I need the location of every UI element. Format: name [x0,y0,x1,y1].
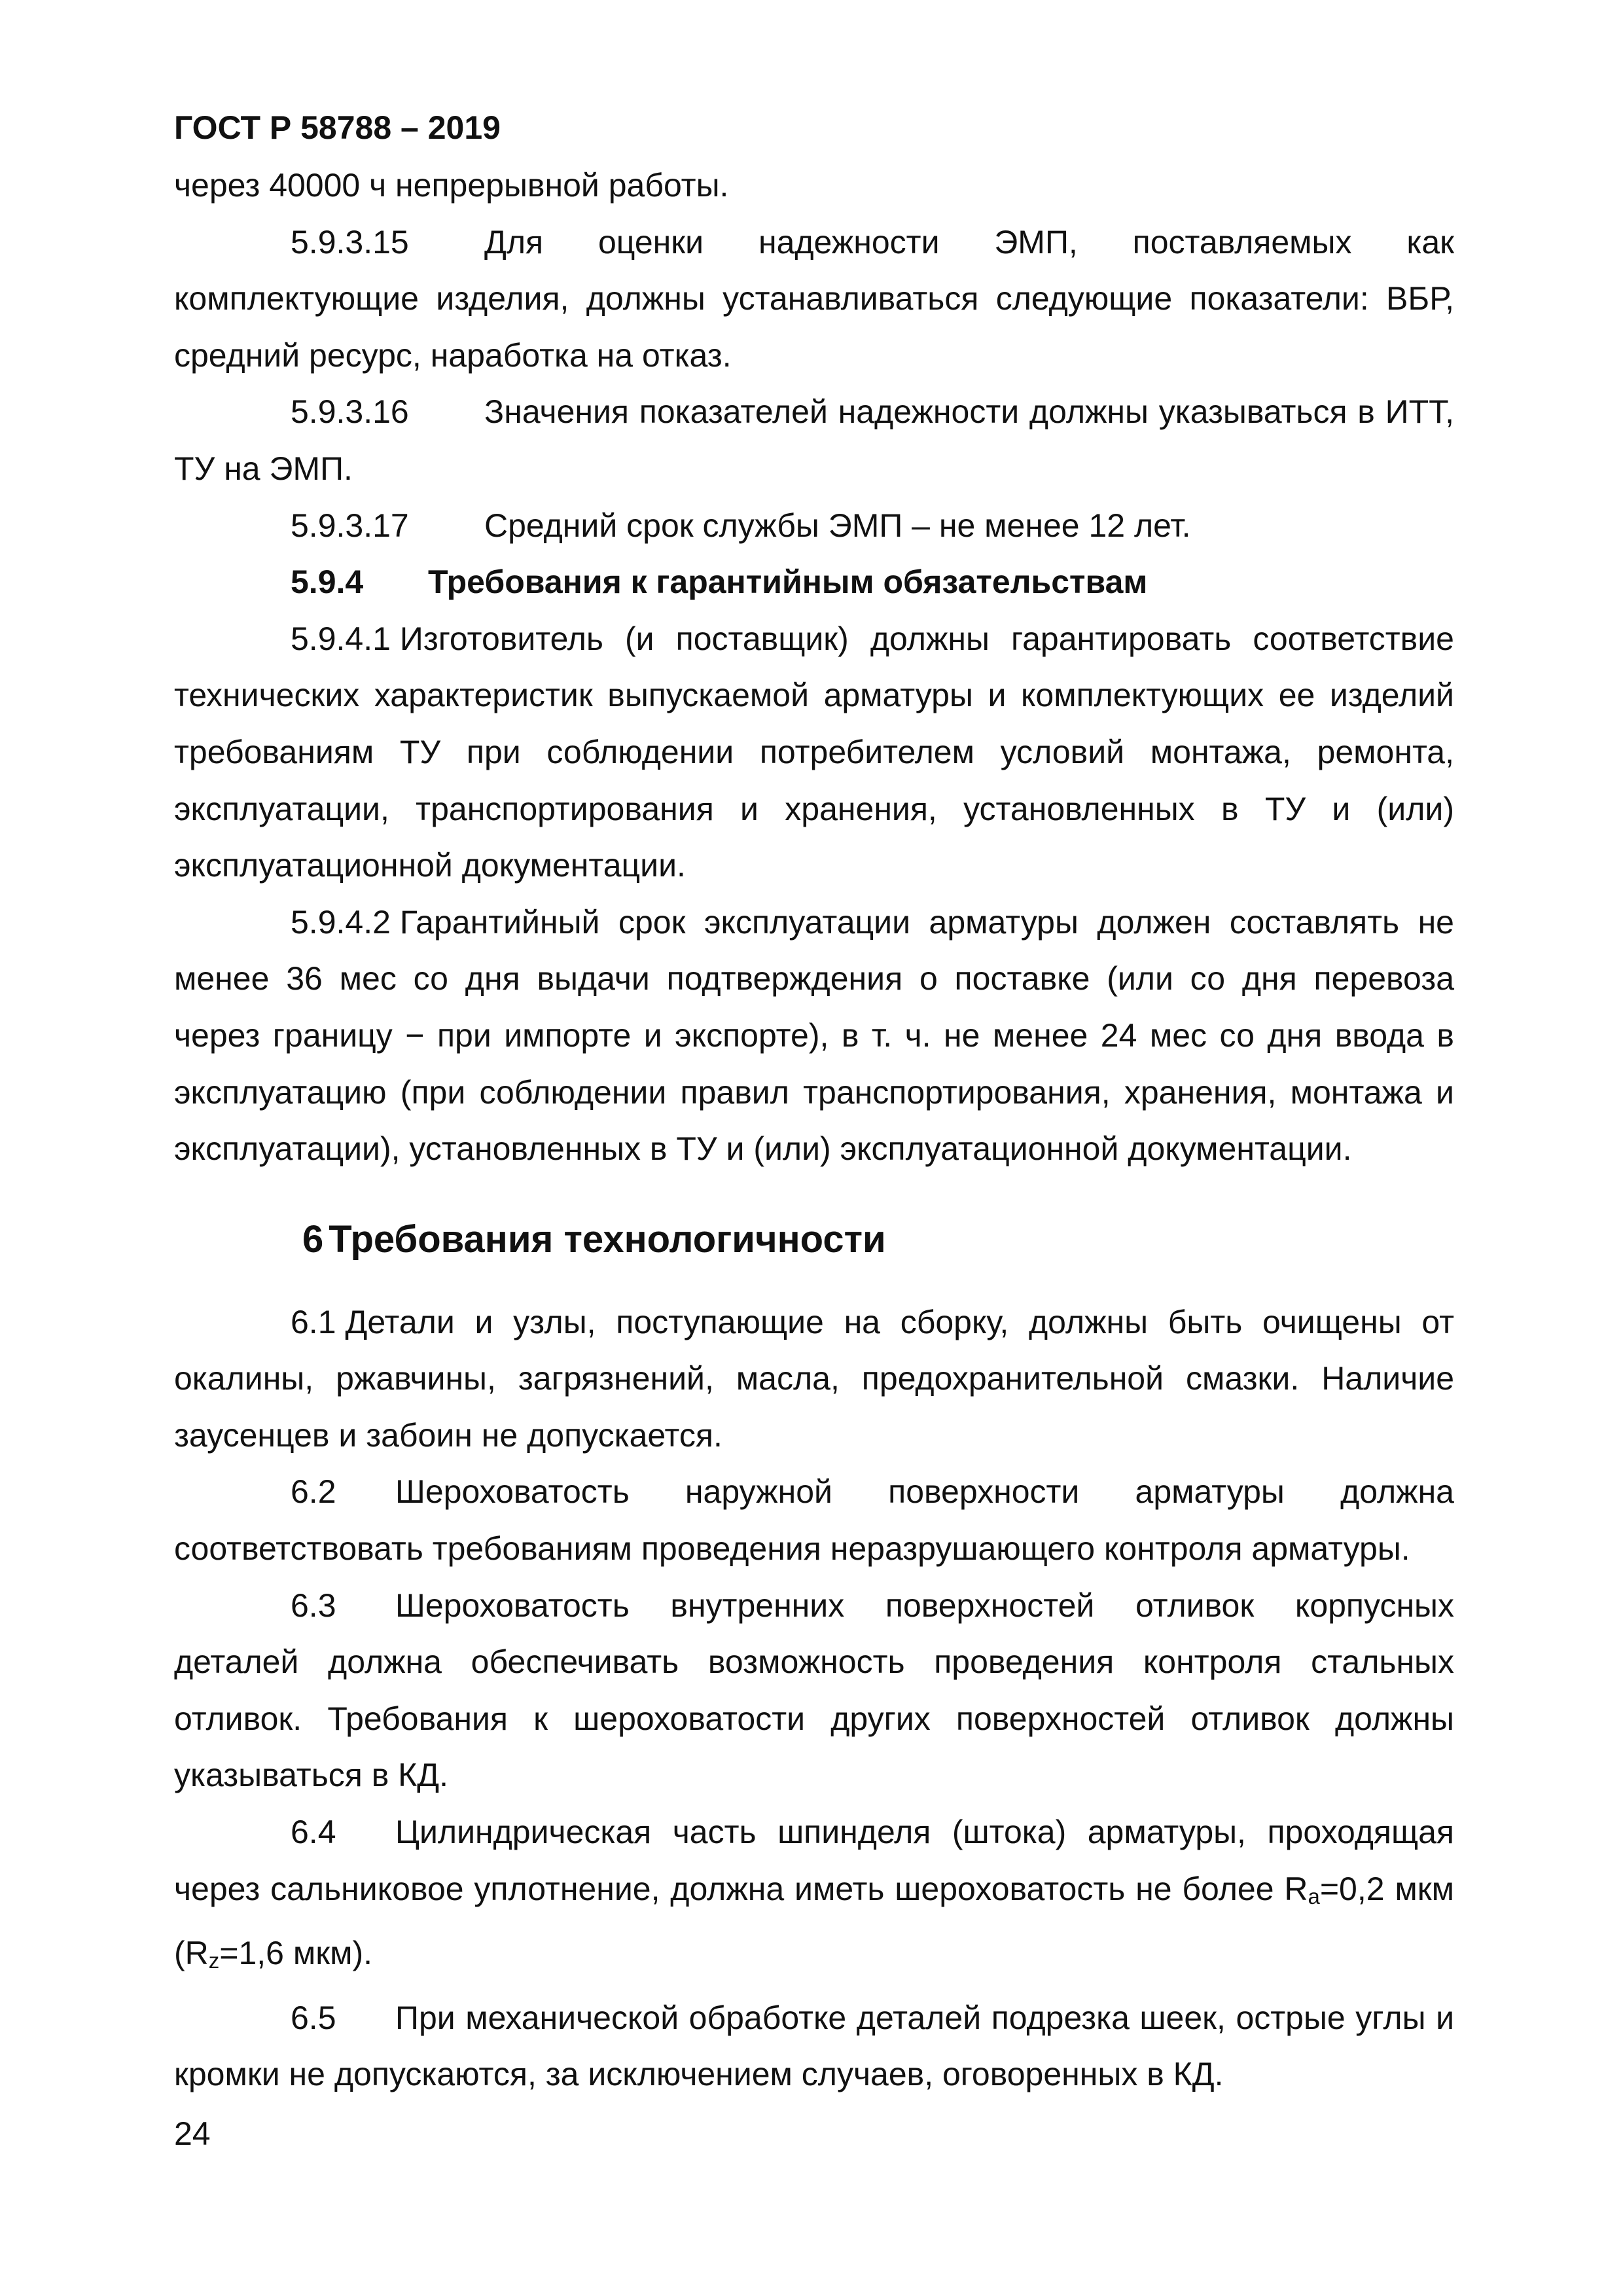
subsection-number: 5.9.4 [291,564,364,601]
section-heading-6 [174,1217,1454,1263]
clause-text: Значения показателей надежности должны указываться в ИТТ, ТУ на ЭМП. [174,393,1454,487]
paragraph-5-9-3-16 [174,384,1454,497]
paragraph-6-2 [174,1463,1454,1577]
clause-number: 6.5 [291,1999,336,2036]
document-code-header: ГОСТ Р 58788 – 2019 [174,109,501,146]
paragraph-5-9-3-15 [174,214,1454,384]
clause-number: 6.3 [291,1587,336,1624]
clause-number: 5.9.3.15 [291,223,409,260]
clause-number: 6.1 [291,1303,336,1340]
subsection-heading-5-9-4 [174,554,1454,611]
subscript-z: z [208,1948,220,1973]
section-number: 6 [302,1217,324,1261]
clause-text: Гарантийный срок эксплуатации арматуры должен составлять не менее 36 мес со дня выдачи подтверждения о поставке (или со дня перевоза через границу − при импорте и экспорте), в т. ч. не менее 24 мес со дня ввода в эксплуатацию (при соблюдении правил транспортирования, хранения, монтажа и эксплуатации), установленных в ТУ и (или) эксплуатационной документации. [174,903,1454,1168]
clause-number: 6.2 [291,1473,336,1511]
clause-number: 5.9.3.16 [291,393,409,431]
document-body [174,157,1454,2103]
paragraph-continuation: через 40000 ч непрерывной работы. [174,167,729,204]
paragraph-5-9-3-17 [174,497,1454,554]
paragraph-6-4 [174,1804,1454,1990]
page-number: 24 [174,2115,211,2152]
clause-number: 5.9.4.2 [291,903,391,941]
paragraph-5-9-4-1 [174,611,1454,894]
clause-text: Детали и узлы, поступающие на сборку, должны быть очищены от окалины, ржавчины, загрязнений, масла, предохранительной смазки. Наличие заусенцев и забоин не допускается. [174,1303,1454,1454]
paragraph-5-9-4-2 [174,894,1454,1177]
paragraph-6-1 [174,1294,1454,1464]
clause-text: При механической обработке деталей подрезка шеек, острые углы и кромки не допускаются, за исключением случаев, оговоренных в КД. [174,1999,1454,2093]
clause-number: 5.9.3.17 [291,507,409,544]
subscript-a: a [1308,1884,1320,1909]
clause-text-mid: =0,2 мкм (R [174,1870,1454,1972]
section-title: Требования технологичности [329,1217,886,1261]
subsection-title: Требования к гарантийным обязательствам [428,564,1148,601]
clause-number: 5.9.4.1 [291,620,391,657]
clause-text: Шероховатость наружной поверхности арматуры должна соответствовать требованиям проведения неразрушающего контроля арматуры. [174,1473,1454,1568]
clause-text: Шероховатость внутренних поверхностей отливок корпусных деталей должна обеспечивать возможность проведения контроля стальных отливок. Требования к шероховатости других поверхностей отливок должны указываться в КД. [174,1587,1454,1794]
clause-text-before: Цилиндрическая часть шпинделя (штока) арматуры, проходящая через сальниковое уплотнение, должна иметь шероховатость не более R [174,1814,1454,1907]
clause-text: Изготовитель (и поставщик) должны гарантировать соответствие технических характеристик выпускаемой арматуры и комплектующих ее изделий требованиям ТУ при соблюдении потребителем условий монтажа, ремонта, эксплуатации, транспортирования и хранения, установленных в ТУ и (или) эксплуатационной документации. [174,620,1454,884]
paragraph-6-5 [174,1990,1454,2103]
clause-text-after: =1,6 мкм). [219,1935,373,1972]
paragraph-6-3 [174,1577,1454,1804]
clause-number: 6.4 [291,1814,336,1851]
clause-text: Для оценки надежности ЭМП, поставляемых как комплектующие изделия, должны устанавливаться следующие показатели: ВБР, средний ресурс, наработка на отказ. [174,223,1454,374]
clause-text: Средний срок службы ЭМП – не менее 12 лет. [484,507,1191,544]
